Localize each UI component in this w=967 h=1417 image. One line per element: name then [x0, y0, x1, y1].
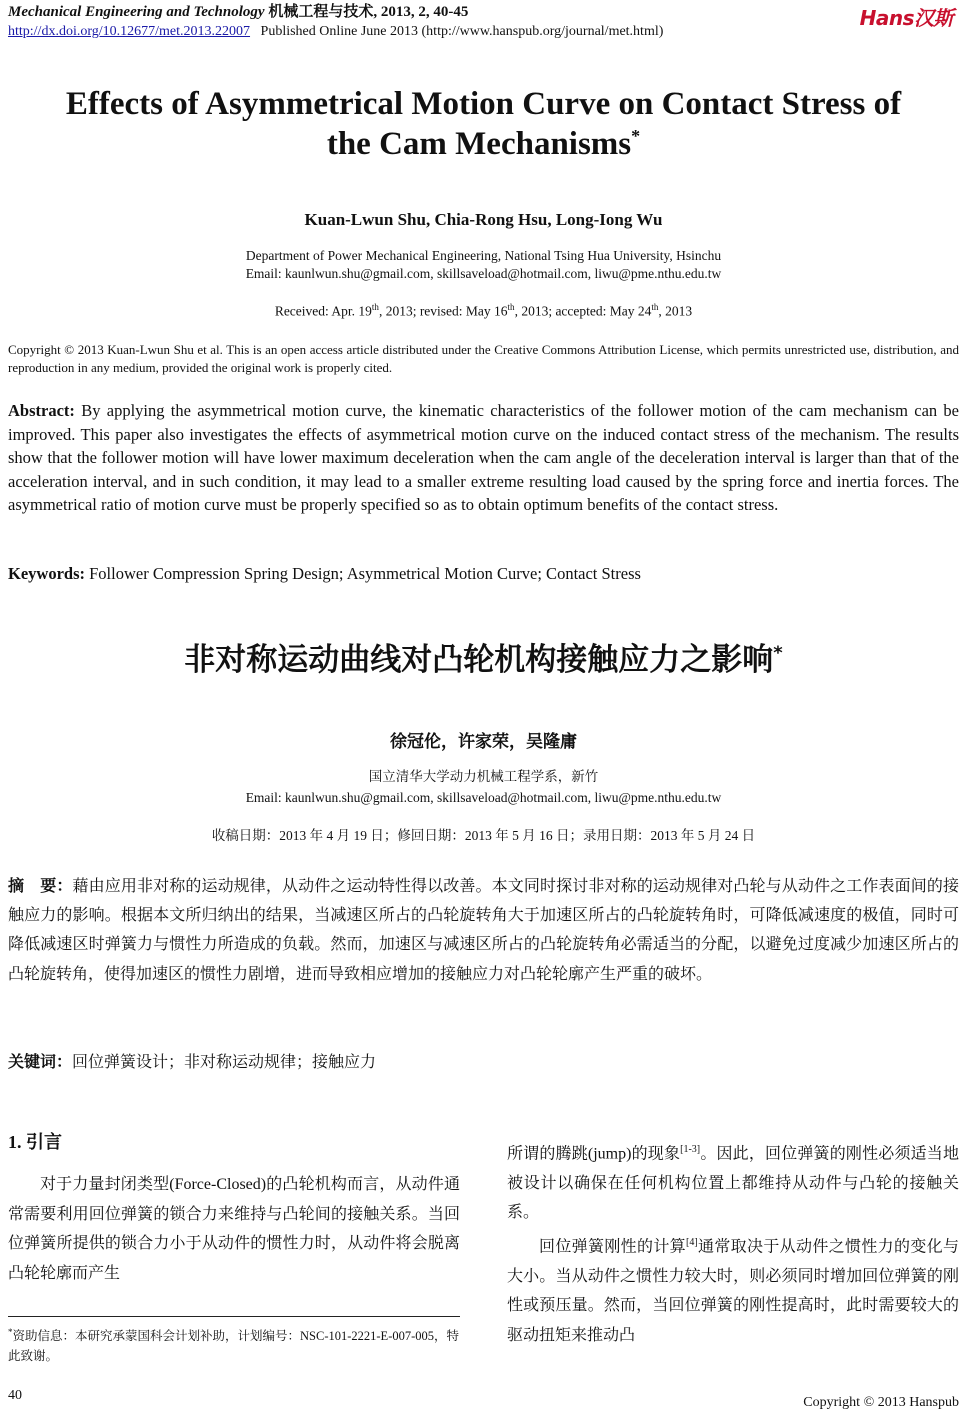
cn-affiliation: 国立清华大学动力机械工程学系，新竹 — [368, 769, 599, 784]
paragraph-text: 通常取决于从动件之惯性力的变化与大小。当从动件之惯性力较大时，则必须同时增加回位弹簧的刚性或预压量。然而，当回位弹簧的刚性提高时，此时需要较大的驱动扭矩来推动凸 — [507, 1238, 959, 1344]
published-info: Published Online June 2013 (http://www.hanspub.org/journal/met.html) — [260, 24, 664, 39]
ordinal-suffix: th — [507, 302, 515, 312]
cn-title — [0, 634, 967, 679]
journal-issue: , 2013, 2, 40-45 — [373, 4, 469, 20]
received-text: Received: Apr. 19 — [274, 303, 372, 319]
cn-keywords — [8, 1050, 959, 1075]
abstract-text: By applying the asymmetrical motion curve, the kinematic characteristics of the follower motion of the cam mechanism can be improved. This paper also investigates the effects of asymmetrical motion curve on the induced contact stress of the mechanism. The results show that the follower motion will have lower maximum deceleration when the cam angle of the deceleration interval is larger than that of the acceleration interval, and in such condition, it may lead to a smaller extreme resulting load caused by the spring force and inertia forces. The asymmetrical ratio of motion curve must be properly specified so as to obtain optimum benefits of the contact stress. — [8, 401, 960, 514]
journal-name-cn: 机械工程与技术 — [268, 4, 374, 20]
hans-logo: Hans汉斯 — [859, 6, 953, 30]
ordinal-suffix: th — [371, 302, 379, 312]
title-line-1: Effects of Asymmetrical Motion Curve on Contact Stress of — [65, 86, 902, 122]
doi-line — [8, 22, 959, 42]
intro-paragraph-continued — [507, 1135, 959, 1228]
cn-authors: 徐冠伦，许家荣，吴隆庸 — [390, 732, 577, 752]
body-right-column — [507, 1135, 959, 1350]
footnote — [8, 1322, 460, 1366]
cn-affiliation-block — [0, 766, 967, 808]
accepted-text: , 2013; accepted: May 24 — [514, 303, 652, 319]
cn-email: Email: kaunlwun.shu@gmail.com, skillsaveload@hotmail.com, liwu@pme.nthu.edu.tw — [245, 790, 722, 805]
section-heading: 1. 引言 — [8, 1132, 62, 1152]
keywords-label: Keywords: — [8, 564, 85, 583]
intro-paragraph: 对于力量封闭类型(Force-Closed)的凸轮机构而言，从动件通常需要利用回位弹簧的锁合力来维持与凸轮间的接触关系。当回位弹簧所提供的锁合力小于从动件的惯性力时，从动件将会脱离凸轮轮廓而产生 — [8, 1176, 460, 1282]
ordinal-suffix: th — [651, 302, 659, 312]
affiliation-block — [0, 247, 967, 283]
citation-ref[interactable]: [4] — [686, 1236, 698, 1248]
cn-abstract-text: 藉由应用非对称的运动规律，从动件之运动特性得以改善。本文同时探讨非对称的运动规律对凸轮与从动件之工作表面间的接触应力的影响。根据本文所归纳出的结果，当减速区所占的凸轮旋转角大于加速区所占的凸轮旋转角时，可降低减速度的极值，同时可降低减速区时弹簧力与惯性力所造成的负载。然而，加速区与减速区所占的凸轮旋转角必需适当的分配，以避免过度减少加速区所占的凸轮旋转角，使得加速区的惯性力剧增，进而导致相应增加的接触应力对凸轮轮廓产生严重的破坏。 — [8, 878, 959, 983]
journal-info — [8, 2, 959, 22]
title-line-2 — [0, 124, 967, 164]
cn-title-text: 非对称运动曲线对凸轮机构接触应力之影响 — [184, 642, 774, 678]
abstract — [8, 399, 959, 517]
email: Email: kaunlwun.shu@gmail.com, skillsaveload@hotmail.com, liwu@pme.nthu.edu.tw — [245, 266, 722, 281]
received-dates — [0, 302, 967, 320]
footnote-divider — [8, 1316, 460, 1317]
title-footnote-marker: * — [631, 126, 641, 146]
journal-name: Mechanical Engineering and Technology — [8, 4, 265, 20]
keywords-text: Follower Compression Spring Design; Asymmetrical Motion Curve; Contact Stress — [89, 564, 641, 583]
copyright-notice: Copyright © 2013 Kuan-Lwun Shu et al. This is an open access article distributed under the Creative Commons Attribution License, which permits unrestricted use, distribution, and reproduction in any medium, provided the original work is properly cited. — [8, 342, 959, 375]
cn-keywords-label: 关键词： — [8, 1052, 73, 1071]
cn-keywords-text: 回位弹簧设计；非对称运动规律；接触应力 — [72, 1054, 377, 1071]
page-number: 40 — [8, 1388, 22, 1403]
title-line-2-text: the Cam Mechanisms — [326, 126, 632, 162]
cn-abstract — [8, 871, 959, 989]
revised-text: , 2013; revised: May 16 — [378, 303, 508, 319]
paragraph-text: 所谓的腾跳(jump)的现象 — [507, 1145, 681, 1163]
body-left-column — [8, 1170, 460, 1288]
doi-link[interactable]: http://dx.doi.org/10.12677/met.2013.22007 — [8, 24, 251, 39]
affiliation: Department of Power Mechanical Engineering, National Tsing Hua University, Hsinchu — [245, 248, 722, 263]
cn-abstract-label: 摘 要： — [8, 876, 73, 895]
paragraph-text: 回位弹簧刚性的计算 — [539, 1238, 686, 1256]
footnote-marker: * — [8, 1327, 13, 1337]
cn-title-footnote-marker: * — [773, 642, 783, 664]
keywords — [8, 562, 959, 586]
citation-ref[interactable]: [1-3] — [680, 1144, 701, 1155]
authors: Kuan-Lwun Shu, Chia-Rong Hsu, Long-Iong Wu — [304, 210, 663, 229]
year-text: , 2013 — [658, 303, 693, 319]
footer-copyright: Copyright © 2013 Hanspub — [803, 1395, 959, 1410]
footnote-text: 资助信息：本研究承蒙国科会计划补助，计划编号：NSC-101-2221-E-007-005，特此致谢。 — [8, 1329, 460, 1364]
paper-title — [0, 84, 967, 164]
cn-received-dates: 收稿日期：2013 年 4 月 19 日；修回日期：2013 年 5 月 16 日；录用日期：2013 年 5 月 24 日 — [211, 828, 756, 843]
paragraph-text: 。因此，回位弹簧的刚性必须适当地被设计以确保在任何机构位置上都维持从动件与凸轮的接触关系。 — [507, 1145, 959, 1222]
abstract-label: Abstract: — [8, 401, 75, 420]
spring-paragraph — [507, 1228, 959, 1350]
journal-header — [8, 2, 959, 46]
